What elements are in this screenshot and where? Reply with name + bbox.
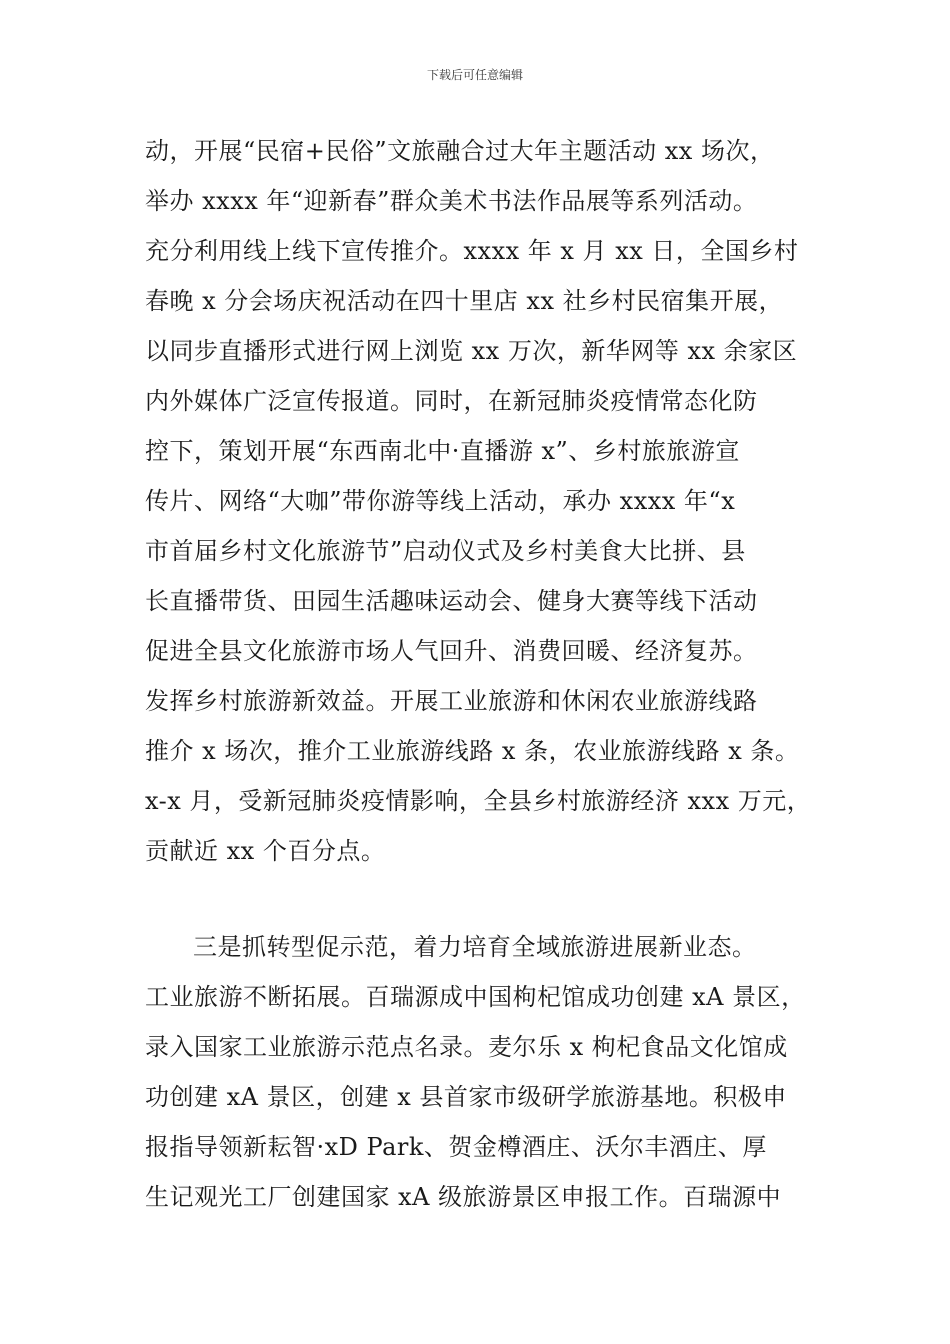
text-line: 控下，策划开展“东西南北中·直播游 x”、乡村旅旅游宣: [145, 437, 740, 465]
text-line: 充分利用线上线下宣传推介。xxxx 年 x 月 xx 日，全国乡村: [145, 237, 799, 265]
text-line: 以同步直播形式进行网上浏览 xx 万次，新华网等 xx 余家区: [145, 337, 798, 365]
text-line: 促进全县文化旅游市场人气回升、消费回暖、经济复苏。: [145, 637, 758, 665]
text-line: 内外媒体广泛宣传报道。同时，在新冠肺炎疫情常态化防: [145, 387, 758, 415]
page-header: 下载后可任意编辑: [426, 68, 523, 82]
text-line: 动，开展“民宿+民俗”文旅融合过大年主题活动 xx 场次，: [145, 137, 775, 165]
text-line: 市首届乡村文化旅游节”启动仪式及乡村美食大比拼、县: [145, 537, 746, 565]
text-line: x-x 月，受新冠肺炎疫情影响，全县乡村旅游经济 xxx 万元，: [145, 787, 812, 815]
text-line: 录入国家工业旅游示范点名录。麦尔乐 x 枸杞食品文化馆成: [145, 1033, 788, 1061]
text-line: 贡献近 xx 个百分点。: [145, 837, 386, 865]
text-line: 推介 x 场次，推介工业旅游线路 x 条，农业旅游线路 x 条。: [145, 737, 800, 765]
text-line: 生记观光工厂创建国家 xA 级旅游景区申报工作。百瑞源中: [145, 1183, 782, 1211]
text-line: 春晚 x 分会场庆祝活动在四十里店 xx 社乡村民宿集开展，: [145, 287, 784, 315]
text-line: 工业旅游不断拓展。百瑞源成中国枸杞馆成功创建 xA 景区，: [145, 983, 806, 1011]
text-line: 举办 xxxx 年“迎新春”群众美术书法作品展等系列活动。: [145, 187, 758, 215]
paragraph-heading: 三是抓转型促示范，着力培育全域旅游进展新业态。: [193, 933, 757, 961]
text-line: 报指导领新耘智·xD Park、贺金樽酒庄、沃尔丰酒庄、厚: [145, 1133, 767, 1161]
text-line: 功创建 xA 景区，创建 x 县首家市级研学旅游基地。积极申: [145, 1083, 787, 1111]
text-line: 长直播带货、田园生活趣味运动会、健身大赛等线下活动: [145, 587, 758, 615]
text-line: 传片、网络“大咖”带你游等线上活动，承办 xxxx 年“x: [145, 487, 736, 515]
text-line: 发挥乡村旅游新效益。开展工业旅游和休闲农业旅游线路: [145, 687, 758, 715]
